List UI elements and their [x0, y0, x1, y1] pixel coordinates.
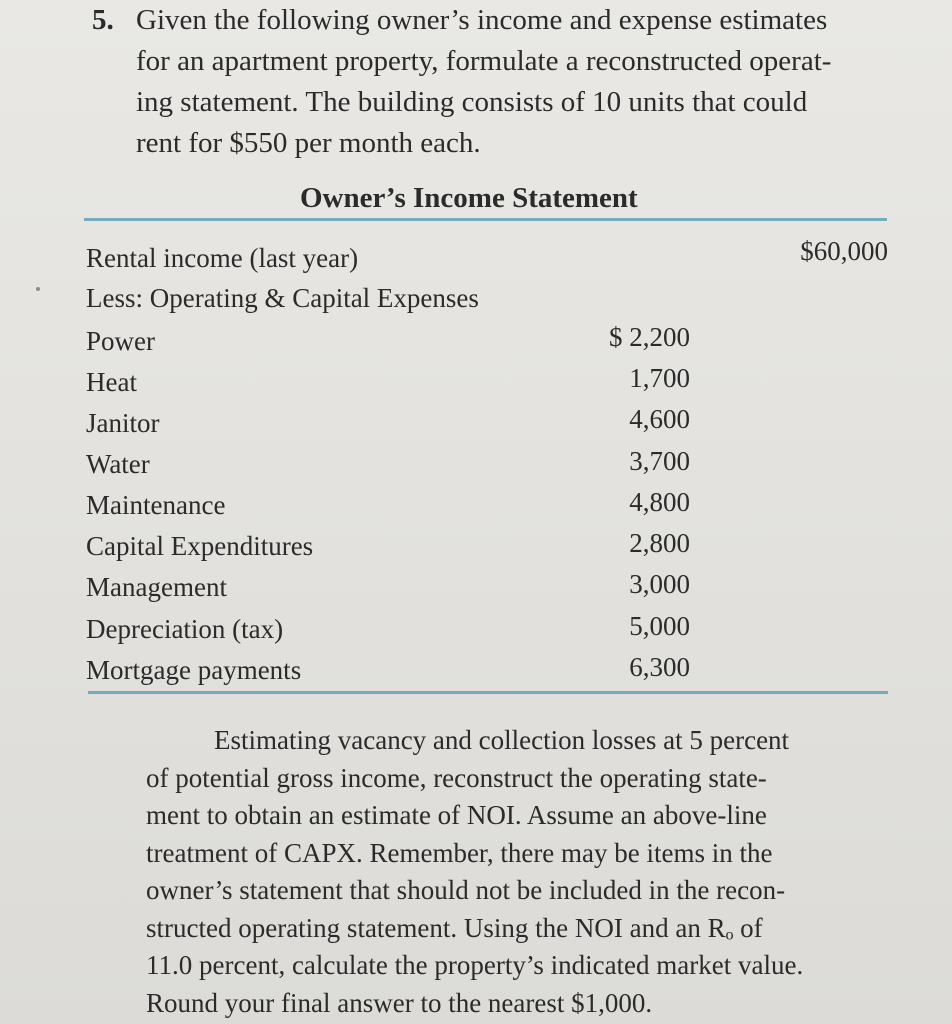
- expense-value-mortgage-payments: 6,300: [629, 652, 690, 682]
- expense-label-power: Power: [86, 326, 155, 356]
- expense-label-maintenance: Maintenance: [86, 490, 226, 520]
- instructions-line-7: 11.0 percent, calculate the property’s indicated market value.: [146, 950, 804, 980]
- question-line-1: 5. Given the following owner’s income and expense estimates: [92, 0, 892, 41]
- expense-value-water: 3,700: [629, 446, 690, 476]
- table-top-rule: [84, 218, 887, 221]
- instructions-line-2: of potential gross income, reconstruct the operating state-: [146, 762, 767, 793]
- expense-label-depreciation: Depreciation (tax): [86, 614, 284, 644]
- statement-title: Owner’s Income Statement: [300, 182, 638, 214]
- instructions-line-5: owner’s statement that should not be included in the recon-: [146, 875, 786, 905]
- instructions-line-1: Estimating vacancy and collection losses at 5 percent: [214, 725, 790, 755]
- instructions-line-8: Round your final answer to the nearest $1,000.: [146, 987, 653, 1018]
- instructions-line-4: treatment of CAPX. Remember, there may be items in the: [146, 837, 773, 868]
- expense-value-management: 3,000: [629, 569, 690, 599]
- expense-label-janitor: Janitor: [86, 408, 160, 438]
- expense-value-capital-expenditures: 2,800: [629, 528, 690, 558]
- expense-value-maintenance: 4,800: [629, 487, 690, 517]
- less-expenses-label: Less: Operating & Capital Expenses: [86, 283, 479, 313]
- rental-income-value: $60,000: [800, 236, 888, 266]
- instructions-line-3: ment to obtain an estimate of NOI. Assume an above-line: [146, 800, 767, 830]
- rental-income-label: Rental income (last year): [86, 243, 359, 273]
- page-dot: [36, 287, 40, 291]
- expense-label-water: Water: [86, 449, 150, 479]
- question-line-3: ing statement. The building consists of 10 units that could: [136, 86, 808, 118]
- question-5: [92, 0, 892, 164]
- instructions-paragraph: [146, 722, 892, 1022]
- expense-label-management: Management: [86, 572, 227, 602]
- expense-label-mortgage-payments: Mortgage payments: [86, 655, 302, 685]
- expense-value-power: $ 2,200: [609, 322, 690, 352]
- instructions-line-6: structed operating statement. Using the NOI and an Rₒ of: [146, 912, 763, 943]
- expense-value-depreciation: 5,000: [629, 611, 690, 641]
- question-number: 5.: [92, 4, 114, 36]
- expense-label-heat: Heat: [86, 367, 137, 397]
- expense-value-heat: 1,700: [629, 363, 690, 393]
- question-line-2: for an apartment property, formulate a reconstructed operat-: [136, 45, 832, 77]
- expense-value-janitor: 4,600: [629, 404, 690, 434]
- table-bottom-rule: [88, 691, 888, 694]
- question-line-4: rent for $550 per month each.: [136, 127, 481, 159]
- expense-label-capital-expenditures: Capital Expenditures: [86, 531, 314, 561]
